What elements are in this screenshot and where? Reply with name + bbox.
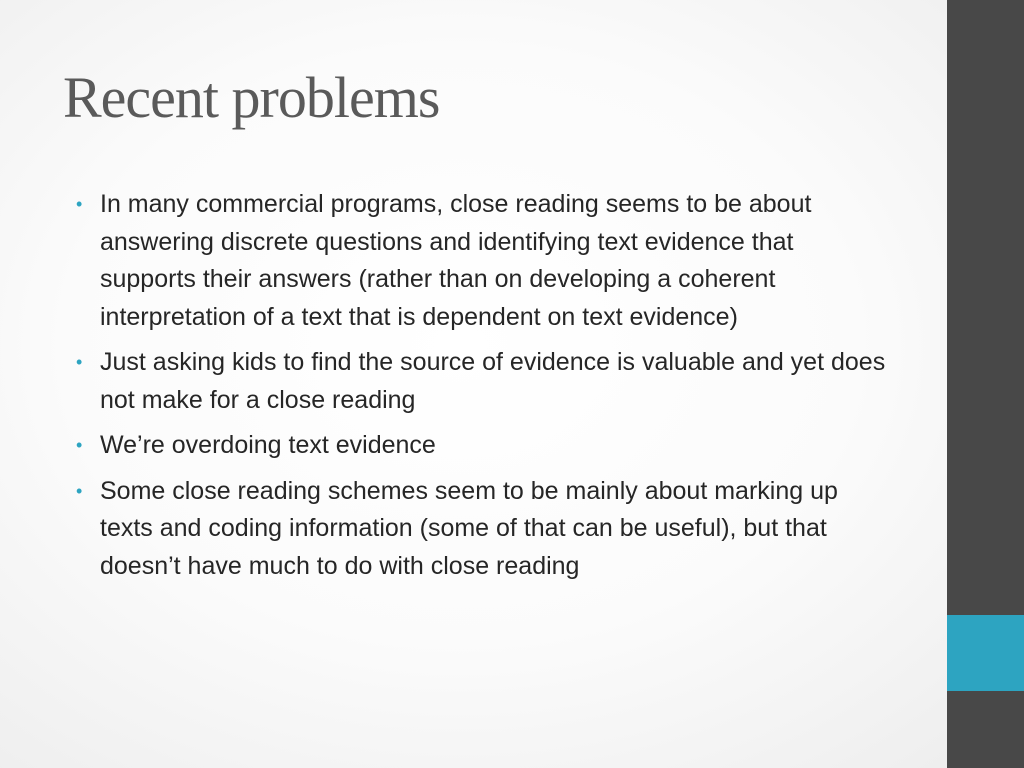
bullet-dot-icon: •	[76, 480, 83, 501]
bullet-text: In many commercial programs, close reading seems to be about answering discrete questions and identifying text evidence that supports their answers (rather than on developing a coherent interpretation of a text that is dependent on text evidence)	[100, 190, 812, 331]
bullet-list	[76, 186, 891, 593]
bullet-dot-icon: •	[76, 352, 83, 372]
bullet-item	[76, 427, 891, 465]
bullet-item	[76, 344, 891, 419]
bullet-item	[76, 473, 891, 586]
bullet-text: Just asking kids to find the source of evidence is valuable and yet does not make for a close reading	[100, 348, 886, 414]
bullet-item	[76, 186, 891, 336]
bullet-dot-icon: •	[76, 194, 83, 214]
slide-title: Recent problems	[63, 65, 440, 130]
bullet-dot-icon: •	[76, 435, 83, 455]
bullet-text: We’re overdoing text evidence	[100, 431, 436, 459]
bullet-text: Some close reading schemes seem to be mainly about marking up texts and coding information (some of that can be useful), but that doesn’t have much to do with close reading	[100, 476, 838, 580]
side-accent-block	[947, 615, 1024, 691]
